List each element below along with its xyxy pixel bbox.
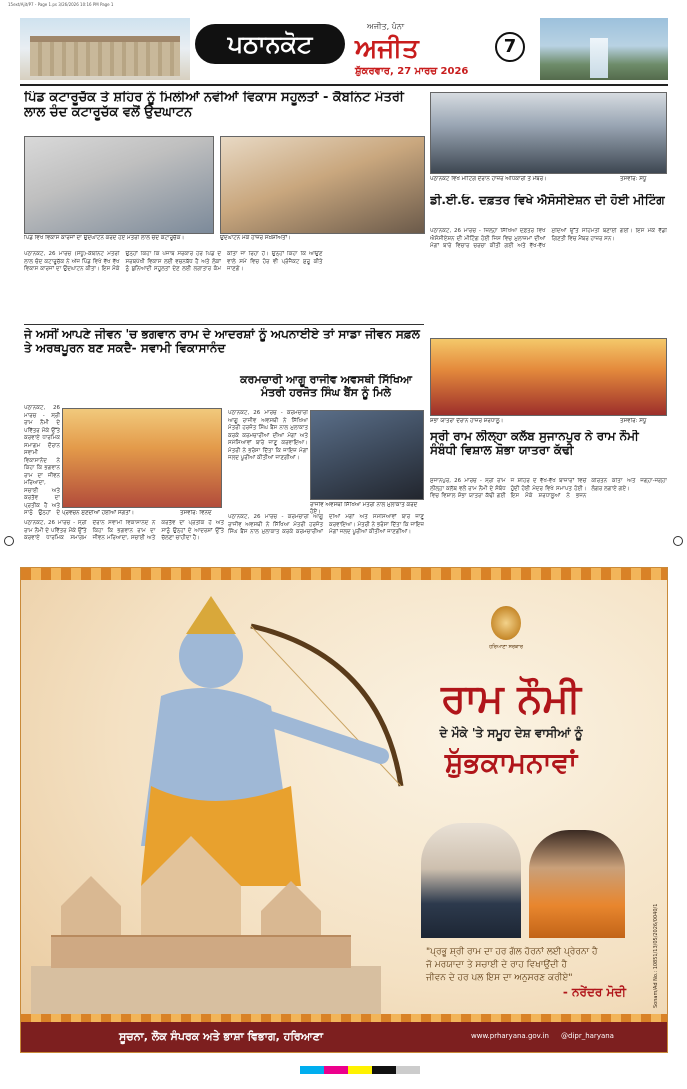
story2-headline: ਡੀ.ਈ.ਓ. ਦਫ਼ਤਰ ਵਿਖੇ ਐਸੋਸੀਏਸ਼ਨ ਦੀ ਹੋਈ ਮੀਟਿੰਗ [430,194,665,207]
story1-photo-1 [24,136,214,234]
story3-credit: ਤਸਵੀਰ: ਵਿਨੋਦ [180,510,212,516]
story2-caption: ਪਠਾਨਕੋਟ ਵਿਖੇ ਮੀਟਿੰਗ ਦੌਰਾਨ ਹਾਜ਼ਰ ਅਧਿਕਾਰੀ ਤੇ ਮੈਂਬਰ। [430,176,547,182]
masthead-right-image [540,18,668,80]
story2-body: ਪਠਾਨਕੋਟ, 26 ਮਾਰਚ - ਜ਼ਿਲ੍ਹਾ ਸਿੱਖਿਆ ਦਫ਼ਤਰ ਵਿਖੇ ਐਸੋਸੀਏਸ਼ਨ ਦੀ ਮੀਟਿੰਗ ਹੋਈ ਜਿਸ ਵਿਚ ਮੁਲਾਜ਼ਮਾਂ ਦੀਆਂ ਮੰਗਾਂ ਬਾਰੇ ਵਿਚਾਰ ਚਰਚਾ ਕੀਤੀ ਗਈ ਅਤੇ ਵੱਖ-ਵੱਖ ਮੁੱਦਿਆਂ ਉੱਤੇ ਸਹਿਮਤੀ ਬਣਾਈ ਗਈ। ਇਸ ਮੌਕੇ ਵੱਡੀ ਗਿਣਤੀ ਵਿਚ ਮੈਂਬਰ ਹਾਜ਼ਰ ਸਨ। [430,228,667,249]
ad-decorative-border [21,568,668,580]
story3-body-col: ਪਠਾਨਕੋਟ, 26 ਮਾਰਚ - ਸ੍ਰੀ ਰਾਮ ਨੌਮੀ ਦੇ ਪਵਿੱਤਰ ਮੌਕੇ ਉੱਤੇ ਕਰਵਾਏ ਧਾਰਮਿਕ ਸਮਾਗਮ ਦੌਰਾਨ ਸਵਾਮੀ ਵਿਕਾਸਾਨੰਦ ਨੇ ਕਿਹਾ ਕਿ ਭਗਵਾਨ ਰਾਮ ਦਾ ਜੀਵਨ ਮਰਿਆਦਾ, ਸਚਾਈ ਅਤੇ ਕਰਤੱਵ ਦਾ ਪ੍ਰਤੀਕ ਹੈ ਅਤੇ ਸਾਨੂੰ ਉਨ੍ਹਾਂ ਦੇ [24,405,60,515]
story2-photo [430,92,667,174]
story4-headline: ਕਰਮਚਾਰੀ ਆਗੂ ਰਾਜੀਵ ਅਵਸਥੀ ਸਿੱਖਿਆ ਮੰਤਰੀ ਹਰਜੋਤ ਸਿੰਘ ਬੈਂਸ ਨੂੰ ਮਿਲੇ [240,374,412,399]
quote-line-3: ਜੀਵਨ ਦੇ ਹਰ ਪਲ ਇਸ ਦਾ ਅਨੁਸਰਣ ਕਰੀਏ" [426,973,573,983]
color-bar [300,1066,420,1074]
govt-label: ਹਰਿਆਣਾ ਸਰਕਾਰ [489,644,523,650]
ad-title: ਰਾਮ ਨੌਮੀ [441,676,581,722]
quote-line-2: ਜੋ ਮਰਯਾਦਾ ਤੇ ਸਚਾਈ ਦੇ ਰਾਹ ਵਿਖਾਉਂਦੀ ਹੈ [426,960,568,970]
quote-line-1: "ਪ੍ਰਭੂ ਸ਼੍ਰੀ ਰਾਮ ਦਾ ਹਰ ਗੱਲ ਹੋਰਨਾਂ ਲਈ ਪ੍ਰੇਰਨਾ ਹੈ [426,947,598,957]
divider [24,324,424,325]
story1-headline: ਪਿੰਡ ਕਟਾਰੂਚੱਕ ਤੇ ਸ਼ਹਿਰ ਨੂੰ ਮਿਲੀਆਂ ਨਵੀਆਂ ਵਿਕਾਸ ਸਹੂਲਤਾਂ - ਕੈਬਨਿਟ ਮੰਤਰੀ ਲਾਲ ਚੰਦ ਕਟਾਰੂਚੱਕ ਵਲੋਂ ਉਦਘਾਟਨ [24,91,404,120]
ad-wish: ਸ਼ੁੱਭਕਾਮਨਾਵਾਂ [444,746,578,779]
release-code: Sonam/Ad No.: 10851/13/05/2026/0040/1 [653,903,659,1008]
masthead [20,18,668,86]
registration-mark-icon [673,536,683,546]
print-slug: 15ext/Ajit/P7 - Page 1.ps 3/26/2026 10:16 PM Page 1 [8,2,114,7]
portrait-left [421,823,521,938]
story1-caption-2: ਉਦਘਾਟਨ ਮੌਕੇ ਹਾਜ਼ਰ ਸਖ਼ਸ਼ੀਅਤਾਂ। [220,235,291,241]
portrait-right [529,830,625,938]
story4-body: ਪਠਾਨਕੋਟ, 26 ਮਾਰਚ - ਕਰਮਚਾਰੀ ਆਗੂ ਰਾਜੀਵ ਅਵਸਥੀ ਨੇ ਸਿੱਖਿਆ ਮੰਤਰੀ ਹਰਜੋਤ ਸਿੰਘ ਬੈਂਸ ਨਾਲ ਮੁਲਾਕਾਤ ਕਰਕੇ ਕਰਮਚਾਰੀਆਂ ਦੀਆਂ ਮੰਗਾਂ ਅਤੇ ਸਮੱਸਿਆਵਾਂ ਬਾਰੇ ਜਾਣੂ ਕਰਵਾਇਆ। ਮੰਤਰੀ ਨੇ ਭਰੋਸਾ ਦਿੱਤਾ ਕਿ ਜਾਇਜ਼ ਮੰਗਾਂ ਜਲਦ ਪੂਰੀਆਂ ਕੀਤੀਆਂ ਜਾਣਗੀਆਂ। [228,514,424,535]
story3-body: ਪਠਾਨਕੋਟ, 26 ਮਾਰਚ - ਸ੍ਰੀ ਰਾਮ ਨੌਮੀ ਦੇ ਪਵਿੱਤਰ ਮੌਕੇ ਉੱਤੇ ਕਰਵਾਏ ਧਾਰਮਿਕ ਸਮਾਗਮ ਦੌਰਾਨ ਸਵਾਮੀ ਵਿਕਾਸਾਨੰਦ ਨੇ ਕਿਹਾ ਕਿ ਭਗਵਾਨ ਰਾਮ ਦਾ ਜੀਵਨ ਮਰਿਆਦਾ, ਸਚਾਈ ਅਤੇ ਕਰਤੱਵ ਦਾ ਪ੍ਰਤੀਕ ਹੈ ਅਤੇ ਸਾਨੂੰ ਉਨ੍ਹਾਂ ਦੇ ਆਦਰਸ਼ਾਂ ਉੱਤੇ ਚੱਲਣਾ ਚਾਹੀਦਾ ਹੈ। [24,520,224,541]
story3-headline: ਜੇ ਅਸੀਂ ਆਪਣੇ ਜੀਵਨ 'ਚ ਭਗਵਾਨ ਰਾਮ ਦੇ ਆਦਰਸ਼ਾਂ ਨੂੰ ਅਪਨਾਈਏ ਤਾਂ ਸਾਡਾ ਜੀਵਨ ਸਫ਼ਲ ਤੇ ਅਰਥਪੂਰਨ ਬਣ ਸਕਦੈ- ਸਵਾਮੀ ਵਿਕਾਸਾਨੰਦ [24,328,420,355]
story4-body-left: ਪਠਾਨਕੋਟ, 26 ਮਾਰਚ - ਕਰਮਚਾਰੀ ਆਗੂ ਰਾਜੀਵ ਅਵਸਥੀ ਨੇ ਸਿੱਖਿਆ ਮੰਤਰੀ ਹਰਜੋਤ ਸਿੰਘ ਬੈਂਸ ਨਾਲ ਮੁਲਾਕਾਤ ਕਰਕੇ ਕਰਮਚਾਰੀਆਂ ਦੀਆਂ ਮੰਗਾਂ ਅਤੇ ਸਮੱਸਿਆਵਾਂ ਬਾਰੇ ਜਾਣੂ ਕਰਵਾਇਆ। ਮੰਤਰੀ ਨੇ ਭਰੋਸਾ ਦਿੱਤਾ ਕਿ ਜਾਇਜ਼ ਮੰਗਾਂ ਜਲਦ ਪੂਰੀਆਂ ਕੀਤੀਆਂ ਜਾਣਗੀਆਂ। [228,410,308,461]
story5-caption: ਸ਼ੋਭਾ ਯਾਤਰਾ ਦੌਰਾਨ ਹਾਜ਼ਰ ਸ਼ਰਧਾਲੂ। [430,418,504,424]
story1-photo-2 [220,136,425,234]
story3-photo-caption: ਪ੍ਰਵਚਨ ਸੁਣਦੀਆਂ ਹੋਈਆਂ ਸੰਗਤਾਂ। [62,510,135,516]
haryana-emblem-icon [491,606,521,640]
edition-label: ਅਜੀਤ, ਪੰਨਾ [367,22,405,31]
story5-body: ਸੁਜਾਨਪੁਰ, 26 ਮਾਰਚ - ਸ੍ਰੀ ਰਾਮ ਲੀਲ੍ਹਾ ਕਲੱਬ ਵਲੋਂ ਰਾਮ ਨੌਮੀ ਦੇ ਸੰਬੰਧ ਵਿਚ ਵਿਸ਼ਾਲ ਸ਼ੋਭਾ ਯਾਤਰਾ ਕੱਢੀ ਗਈ ਜੋ ਸ਼ਹਿਰ ਦੇ ਵੱਖ-ਵੱਖ ਬਾਜ਼ਾਰਾਂ ਵਿਚੋਂ ਹੁੰਦੀ ਹੋਈ ਮੰਦਰ ਵਿਖੇ ਸਮਾਪਤ ਹੋਈ। ਇਸ ਮੌਕੇ ਸ਼ਰਧਾਲੂਆਂ ਨੇ ਭਜਨ ਕੀਰਤਨ ਕੀਤਾ ਅਤੇ ਜਗ੍ਹਾ-ਜਗ੍ਹਾ ਲੰਗਰ ਲਗਾਏ ਗਏ। [430,478,667,499]
ram-navami-advertisement [20,567,668,1053]
footer-department: ਸੂਚਨਾ, ਲੋਕ ਸੰਪਰਕ ਅਤੇ ਭਾਸ਼ਾ ਵਿਭਾਗ, ਹਰਿਆਣਾ [119,1030,324,1043]
story1-body: ਪਠਾਨਕੋਟ, 26 ਮਾਰਚ (ਸੰਧੂ)-ਕੈਬਨਿਟ ਮੰਤਰੀ ਲਾਲ ਚੰਦ ਕਟਾਰੂਚੱਕ ਨੇ ਅੱਜ ਪਿੰਡ ਵਿਖੇ ਵੱਖ ਵੱਖ ਵਿਕਾਸ ਕਾਰਜਾਂ ਦਾ ਉਦਘਾਟਨ ਕੀਤਾ। ਇਸ ਮੌਕੇ ਉਨ੍ਹਾਂ ਕਿਹਾ ਕਿ ਪੰਜਾਬ ਸਰਕਾਰ ਹਰ ਪਿੰਡ ਦੇ ਸਰਬਪੱਖੀ ਵਿਕਾਸ ਲਈ ਵਚਨਬੱਧ ਹੈ ਅਤੇ ਲੋਕਾਂ ਨੂੰ ਬੁਨਿਆਦੀ ਸਹੂਲਤਾਂ ਦੇਣ ਲਈ ਲਗਾਤਾਰ ਕੰਮ ਕੀਤਾ ਜਾ ਰਿਹਾ ਹੈ। ਉਨ੍ਹਾਂ ਕਿਹਾ ਕਿ ਆਉਣ ਵਾਲੇ ਸਮੇਂ ਵਿਚ ਹੋਰ ਵੀ ਪ੍ਰੋਜੈਕਟ ਸ਼ੁਰੂ ਕੀਤੇ ਜਾਣਗੇ। [24,251,323,272]
registration-mark-icon [4,536,14,546]
masthead-center [195,20,517,78]
story4-caption: ਰਾਜੀਵ ਅਵਸਥੀ ਸਿੱਖਿਆ ਮੰਤਰੀ ਨਾਲ ਮੁਲਾਕਾਤ ਕਰਦੇ ਹੋਏ। [310,502,418,515]
story1-caption-1: ਪਿੰਡ ਵਿਖੇ ਵਿਕਾਸ ਕਾਰਜਾਂ ਦਾ ਉਦਘਾਟਨ ਕਰਦੇ ਹੋਏ ਮੰਤਰੀ ਲਾਲ ਚੰਦ ਕਟਾਰੂਚੱਕ। [24,235,185,241]
issue-date: ਸ਼ੁੱਕਰਵਾਰ, 27 ਮਾਰਚ 2026 [355,66,469,77]
paper-name: ਅਜੀਤ [355,34,419,64]
ad-decorative-border-bottom [21,1014,668,1022]
story5-photo [430,338,667,416]
story4-photo [310,410,424,500]
ad-subtitle: ਦੇ ਮੌਕੇ 'ਤੇ ਸਮੂਹ ਦੇਸ਼ ਵਾਸੀਆਂ ਨੂੰ [439,726,583,740]
page-number: 7 [495,32,525,62]
footer-website: www.prharyana.gov.in [471,1032,549,1040]
story5-credit: ਤਸਵੀਰ: ਸੰਧੂ [620,418,647,424]
story5-headline: ਸ੍ਰੀ ਰਾਮ ਲੀਲ੍ਹਾ ਕਲੱਬ ਸੁਜਾਨਪੁਰ ਨੇ ਰਾਮ ਨੌਮੀ ਸੰਬੰਧੀ ਵਿਸ਼ਾਲ ਸ਼ੋਭਾ ਯਾਤਰਾ ਕੱਢੀ [430,430,639,457]
quote-author: - ਨਰੇਂਦਰ ਮੋਦੀ [562,985,626,999]
story2-credit: ਤਸਵੀਰ: ਸੰਧੂ [620,176,647,182]
masthead-left-image [20,18,190,80]
ad-footer [21,1022,668,1053]
story3-photo [62,408,222,508]
ad-quote [426,946,626,1000]
footer-social: @dipr_haryana [561,1032,614,1040]
ram-temple-illustration [31,816,381,1016]
city-title: ਪਠਾਨਕੋਟ [195,24,345,64]
